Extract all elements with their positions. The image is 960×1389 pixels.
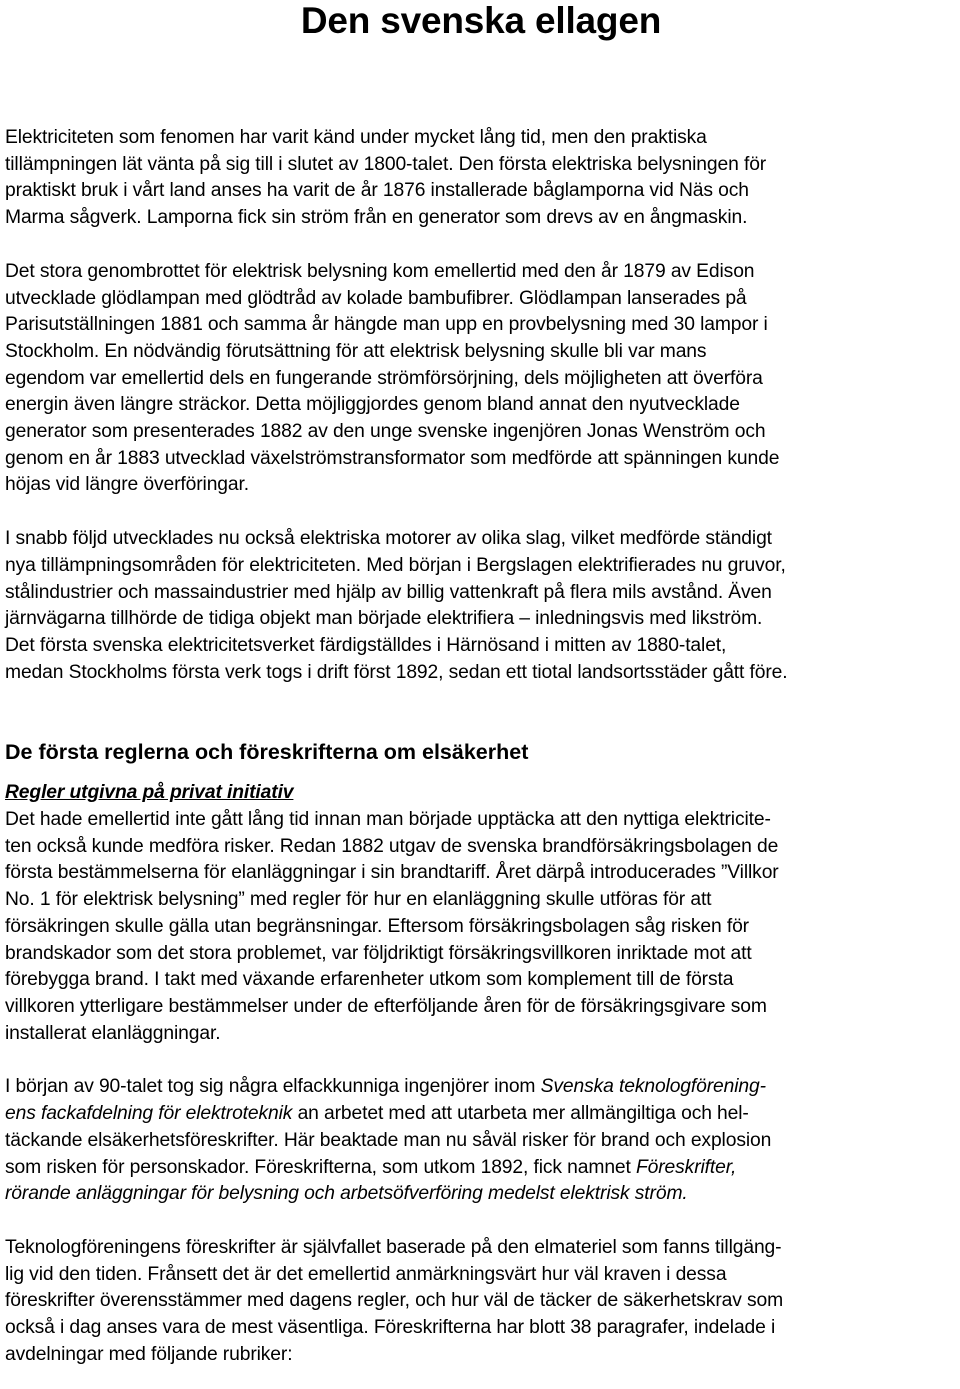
text-line <box>5 1155 957 1182</box>
text-span: I början av 90-talet tog sig några elfackkunniga ingenjörer inom <box>5 1076 541 1098</box>
text-line: järnvägarna tillhörde de tidiga objekt man började elektrifiera – inledningsvis med likström. <box>5 608 763 630</box>
text-line: genom en år 1883 utvecklad växelströmstransformator som medförde att spänningen kunde <box>5 447 780 469</box>
paragraph-motors <box>5 526 957 686</box>
text-line: I snabb följd utvecklades nu också elektriska motorer av olika slag, vilket medförde ständigt <box>5 528 772 550</box>
text-line: No. 1 för elektrisk belysning” med regler för hur en elanläggning skulle utföras för att <box>5 889 712 911</box>
italic-org-name: Svenska teknologförening- <box>540 1076 766 1098</box>
italic-org-name: ens fackafdelning för elektroteknik <box>5 1103 293 1125</box>
paragraph-regulations-content <box>5 1235 957 1369</box>
text-line: generator som presenterades 1882 av den unge svenske ingenjören Jonas Wenström och <box>5 421 766 443</box>
text-line: avdelningar med följande rubriker: <box>5 1343 293 1365</box>
italic-regulation-title: rörande anläggningar för belysning och arbetsöfverföring medelst elektrisk ström. <box>5 1183 688 1205</box>
sub-heading: Regler utgivna på privat initiativ <box>5 782 294 804</box>
document-page <box>5 0 957 1368</box>
text-line: Stockholm. En nödvändig förutsättning för att elektrisk belysning skulle bli var mans <box>5 340 707 362</box>
text-line <box>5 1101 957 1128</box>
paragraph-private-rules <box>5 807 957 1047</box>
text-line: Det första svenska elektricitetsverket färdigställdes i Härnösand i mitten av 1880-talet, <box>5 634 727 656</box>
text-line: medan Stockholms första verk togs i drift först 1892, sedan ett tiotal landsortsstäder gått före. <box>5 661 788 683</box>
text-line: försäkringen skulle gälla utan begränsningar. Eftersom försäkringsbolagen såg risken för <box>5 915 749 937</box>
text-line: tillämpningen lät vänta på sig till i slutet av 1800-talet. Den första elektriska belysningen för <box>5 153 767 175</box>
text-line: också i dag anses vara de mest väsentliga. Föreskrifterna har blott 38 paragrafer, indelade i <box>5 1317 776 1339</box>
text-line: förebygga brand. I takt med växande erfarenheter utkom som komplement till de första <box>5 969 734 991</box>
paragraph-engineers <box>5 1074 957 1208</box>
text-line: Elektriciteten som fenomen har varit känd under mycket lång tid, men den praktiska <box>5 127 707 148</box>
text-line: Det hade emellertid inte gått lång tid innan man började upptäcka att den nyttiga elektricite- <box>5 809 771 831</box>
text-line: Det stora genombrottet för elektrisk belysning kom emellertid med den år 1879 av Edison <box>5 260 755 282</box>
text-span: som risken för personskador. Föreskrifterna, som utkom 1892, fick namnet <box>5 1156 636 1178</box>
text-line: täckande elsäkerhetsföreskrifter. Här beaktade man nu såväl risker för brand och explosion <box>5 1129 772 1151</box>
text-line: installerat elanläggningar. <box>5 1022 221 1044</box>
text-line: första bestämmelserna för elanläggningar i sin brandtariff. Året därpå introducerades ”Villkor <box>5 862 779 884</box>
text-line: ten också kunde medföra risker. Redan 1882 utgav de svenska brandförsäkringsbolagen de <box>5 835 779 857</box>
italic-regulation-title: Föreskrifter, <box>636 1156 737 1178</box>
text-line: Marma sågverk. Lamporna fick sin ström från en generator som drevs av en ångmaskin. <box>5 207 748 229</box>
document-title: Den svenska ellagen <box>300 0 662 41</box>
text-line: lig vid den tiden. Frånsett det är det emellertid anmärkningsvärt hur väl kraven i dessa <box>5 1263 727 1285</box>
text-line: villkoren ytterligare bestämmelser under de efterföljande åren för de försäkringsgivare som <box>5 995 767 1017</box>
paragraph-intro <box>5 125 957 232</box>
text-line: Parisutställningen 1881 och samma år hängde man upp en provbelysning med 30 lampor i <box>5 314 768 336</box>
text-line <box>5 1074 957 1101</box>
text-line: praktiskt bruk i vårt land anses ha varit de år 1876 installerade båglamporna vid Näs och <box>5 180 749 202</box>
text-span: an arbetet med att utarbeta mer allmängiltiga och hel- <box>292 1103 749 1125</box>
text-line: nya tillämpningsområden för elektriciteten. Med början i Bergslagen elektrifierades nu gruvor, <box>5 554 786 576</box>
text-line: utvecklade glödlampan med glödtråd av kolade bambufibrer. Glödlampan lanserades på <box>5 287 747 309</box>
text-line: brandskador som det stora problemet, var följdriktigt försäkringsvillkoren inriktade mot att <box>5 942 752 964</box>
section-heading: De första reglerna och föreskrifterna om elsäkerhet <box>5 740 529 765</box>
paragraph-breakthrough <box>5 259 957 499</box>
text-line: egendom var emellertid dels en fungerande strömförsörjning, dels möjligheten att överföra <box>5 367 763 389</box>
text-line: föreskrifter överensstämmer med dagens regler, och hur väl de täcker de säkerhetskrav som <box>5 1290 784 1312</box>
text-line: stålindustrier och massaindustrier med hjälp av billig vattenkraft på flera mils avstånd. Även <box>5 581 772 603</box>
text-line: höjas vid längre överföringar. <box>5 474 249 496</box>
text-line: energin även längre sträckor. Detta möjliggjordes genom bland annat den nyutvecklade <box>5 394 740 416</box>
text-line: Teknologföreningens föreskrifter är självfallet baserade på den elmateriel som fanns tillgäng- <box>5 1236 782 1258</box>
